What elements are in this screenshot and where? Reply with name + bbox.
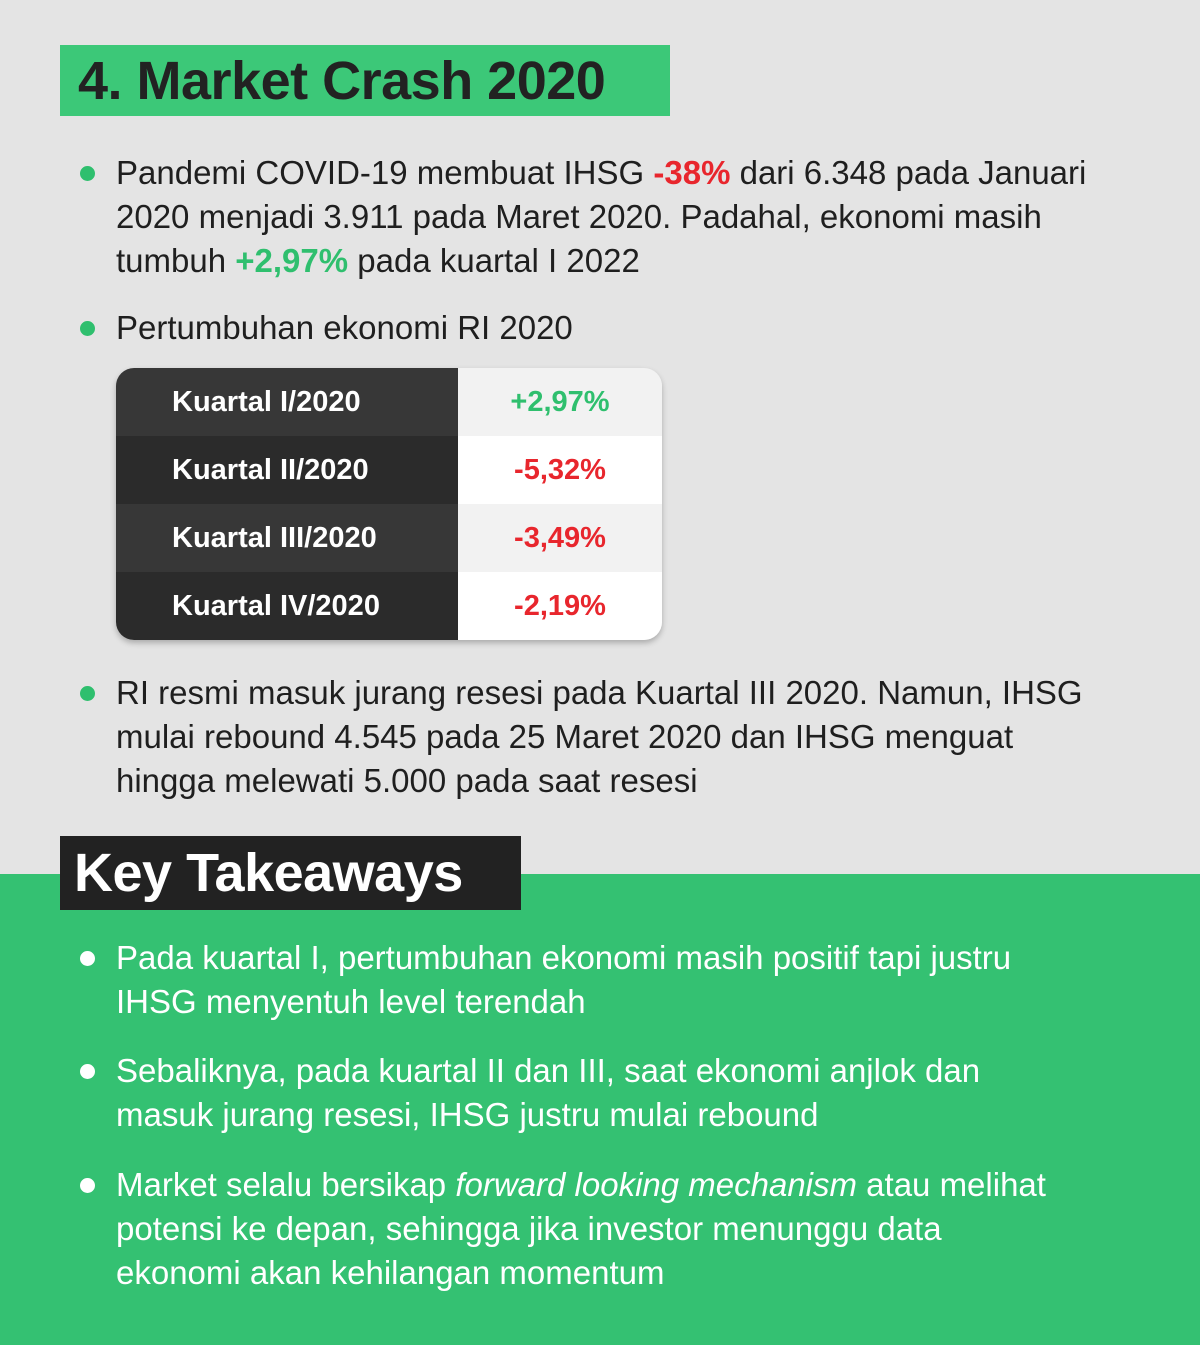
highlight-positive: +2,97% [235, 242, 349, 279]
growth-value: -3,49% [458, 504, 662, 572]
table-row [116, 572, 662, 640]
text-part: dari 6.348 pada Januari 2020 menjadi 3.911 pada Maret 2020. Padahal, ekonomi masih tumbuh [116, 154, 1087, 279]
growth-value: -2,19% [458, 572, 662, 640]
highlight-negative: -38% [653, 154, 731, 191]
takeaways-title: Key Takeaways [74, 843, 463, 903]
bullet-dot-icon [80, 1178, 95, 1193]
text-part: Market selalu bersikap [116, 1166, 456, 1203]
emphasis-text: forward looking mechanism [455, 1166, 857, 1203]
table-row [116, 504, 662, 572]
takeaway-text: Sebaliknya, pada kuartal II dan III, saat ekonomi anjlok dan masuk jurang resesi, IHSG justru mulai rebound [116, 1052, 981, 1133]
section-title-box [60, 45, 670, 116]
bullet-dot-icon [80, 1064, 95, 1079]
section-title: 4. Market Crash 2020 [78, 50, 606, 111]
table-row [116, 436, 662, 504]
bullet-text: RI resmi masuk jurang resesi pada Kuartal III 2020. Namun, IHSG mulai rebound 4.545 pada 25 Maret 2020 dan IHSG menguat hingga melewati 5.000 pada saat resesi [116, 674, 1083, 799]
takeaway-text: Pada kuartal I, pertumbuhan ekonomi masih positif tapi justru IHSG menyentuh level terendah [116, 939, 1012, 1020]
bullet-dot-icon [80, 951, 95, 966]
text-part: atau melihat potensi ke depan, sehingga jika investor menunggu data ekonomi akan kehilangan momentum [116, 1166, 1046, 1291]
growth-table [116, 368, 662, 640]
bullet-dot-icon [80, 321, 95, 336]
text-part: pada kuartal I 2022 [348, 242, 640, 279]
takeaway-text [116, 1163, 1056, 1295]
text-part: Pandemi COVID-19 membuat IHSG [116, 154, 654, 191]
quarter-label: Kuartal II/2020 [116, 436, 458, 504]
bullet-dot-icon [80, 166, 95, 181]
growth-value: +2,97% [458, 368, 662, 436]
table-row [116, 368, 662, 436]
bullet-dot-icon [80, 686, 95, 701]
quarter-label: Kuartal IV/2020 [116, 572, 458, 640]
quarter-label: Kuartal I/2020 [116, 368, 458, 436]
growth-value: -5,32% [458, 436, 662, 504]
bullet-text [116, 151, 1116, 283]
quarter-label: Kuartal III/2020 [116, 504, 458, 572]
takeaways-title-box [60, 836, 521, 910]
bullet-text: Pertumbuhan ekonomi RI 2020 [116, 309, 573, 346]
